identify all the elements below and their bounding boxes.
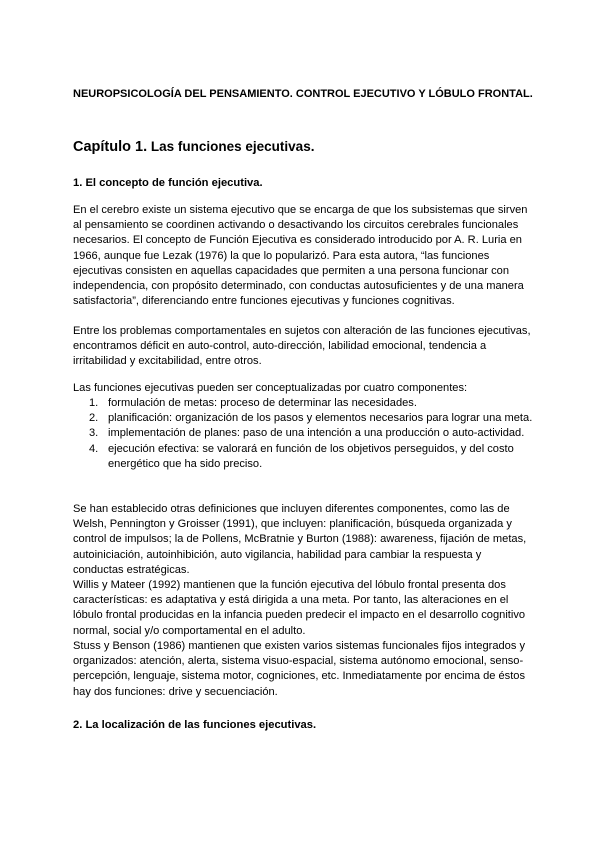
list-text: ejecución efectiva: se valorará en función de los objetivos perseguidos, y del costo energético que ha sido preciso. [108,442,514,470]
section-2-heading: 2. La localización de las funciones ejecutivas. [73,719,317,731]
chapter-heading [73,138,314,156]
paragraph-1: En el cerebro existe un sistema ejecutivo que se encarga de que los subsistemas que sirven al pensamiento se coordinen activando o desactivando los circuitos cerebrales funcionales necesarios. El concepto de Función Ejecutiva es considerado introducido por A. R. Luria en 1966, aunque fue Lezak (1976) la que lo popularizó. Para esta autora, “las funciones ejecutivas consisten en aquellas capacidades que permiten a una persona funcionar con independencia, con propósito determinado, con conductas autosuficientes y de una manera satisfactoria”, diferenciando entre funciones ejecutivas y funciones cognitivas. [73,204,528,308]
list-item [73,426,533,441]
list-text: planificación: organización de los pasos y elementos necesarios para lograr una meta. [108,412,533,425]
chapter-title: Las funciones ejecutivas. [150,139,315,154]
list-number: 4. [89,442,99,455]
paragraph-6: Stuss y Benson (1986) mantienen que existen varios sistemas funcionales fijos integrados y organizados: atención, alerta, sistema visuo-espacial, sistema autónomo emocional, senso-percepción, lenguaje, sistema motor, cogniciones, etc. Inmediatamente por encima de éstos hay dos funciones: drive y secuenciación. [73,640,526,698]
chapter-prefix: Capítulo 1. [73,139,148,155]
list-number: 3. [89,427,99,440]
paragraph-3: Las funciones ejecutivas pueden ser conceptualizadas por cuatro componentes: [73,382,468,394]
list-item [73,396,533,411]
paragraph-5: Willis y Mateer (1992) mantienen que la función ejecutiva del lóbulo frontal presenta dos características: es adaptativa y está dirigida a una meta. Por tanto, las alteraciones en el lóbulo frontal producidas en la infancia pueden predecir el impacto en el desarrollo cognitivo normal, social y/o comportamental en el adulto. [73,579,526,637]
components-list [73,396,533,472]
list-number: 2. [89,412,99,425]
document-title: NEUROPSICOLOGÍA DEL PENSAMIENTO. CONTROL EJECUTIVO Y LÓBULO FRONTAL. [73,88,533,100]
list-number: 1. [89,397,99,409]
list-item [73,442,533,472]
list-item [73,411,533,426]
list-text: formulación de metas: proceso de determinar las necesidades. [108,397,417,409]
paragraph-2: Entre los problemas comportamentales en sujetos con alteración de las funciones ejecutivas, encontramos déficit en auto-control, auto-dirección, labilidad emocional, tendencia a irritabilidad y excitabilidad, entre otros. [73,325,531,368]
paragraph-4: Se han establecido otras definiciones que incluyen diferentes componentes, como las de Welsh, Pennington y Groisser (1991), que incluyen: planificación, búsqueda organizada y control de impulsos; la de Pollens, McBratnie y Burton (1988): awareness, fijación de metas, autoiniciación, autoinhibición, auto vigilancia, habilidad para cambiar la respuesta y conductas estratégicas. [73,503,527,576]
section-1-heading: 1. El concepto de función ejecutiva. [73,177,263,189]
list-text: implementación de planes: paso de una intención a una producción o auto-actividad. [108,427,525,440]
